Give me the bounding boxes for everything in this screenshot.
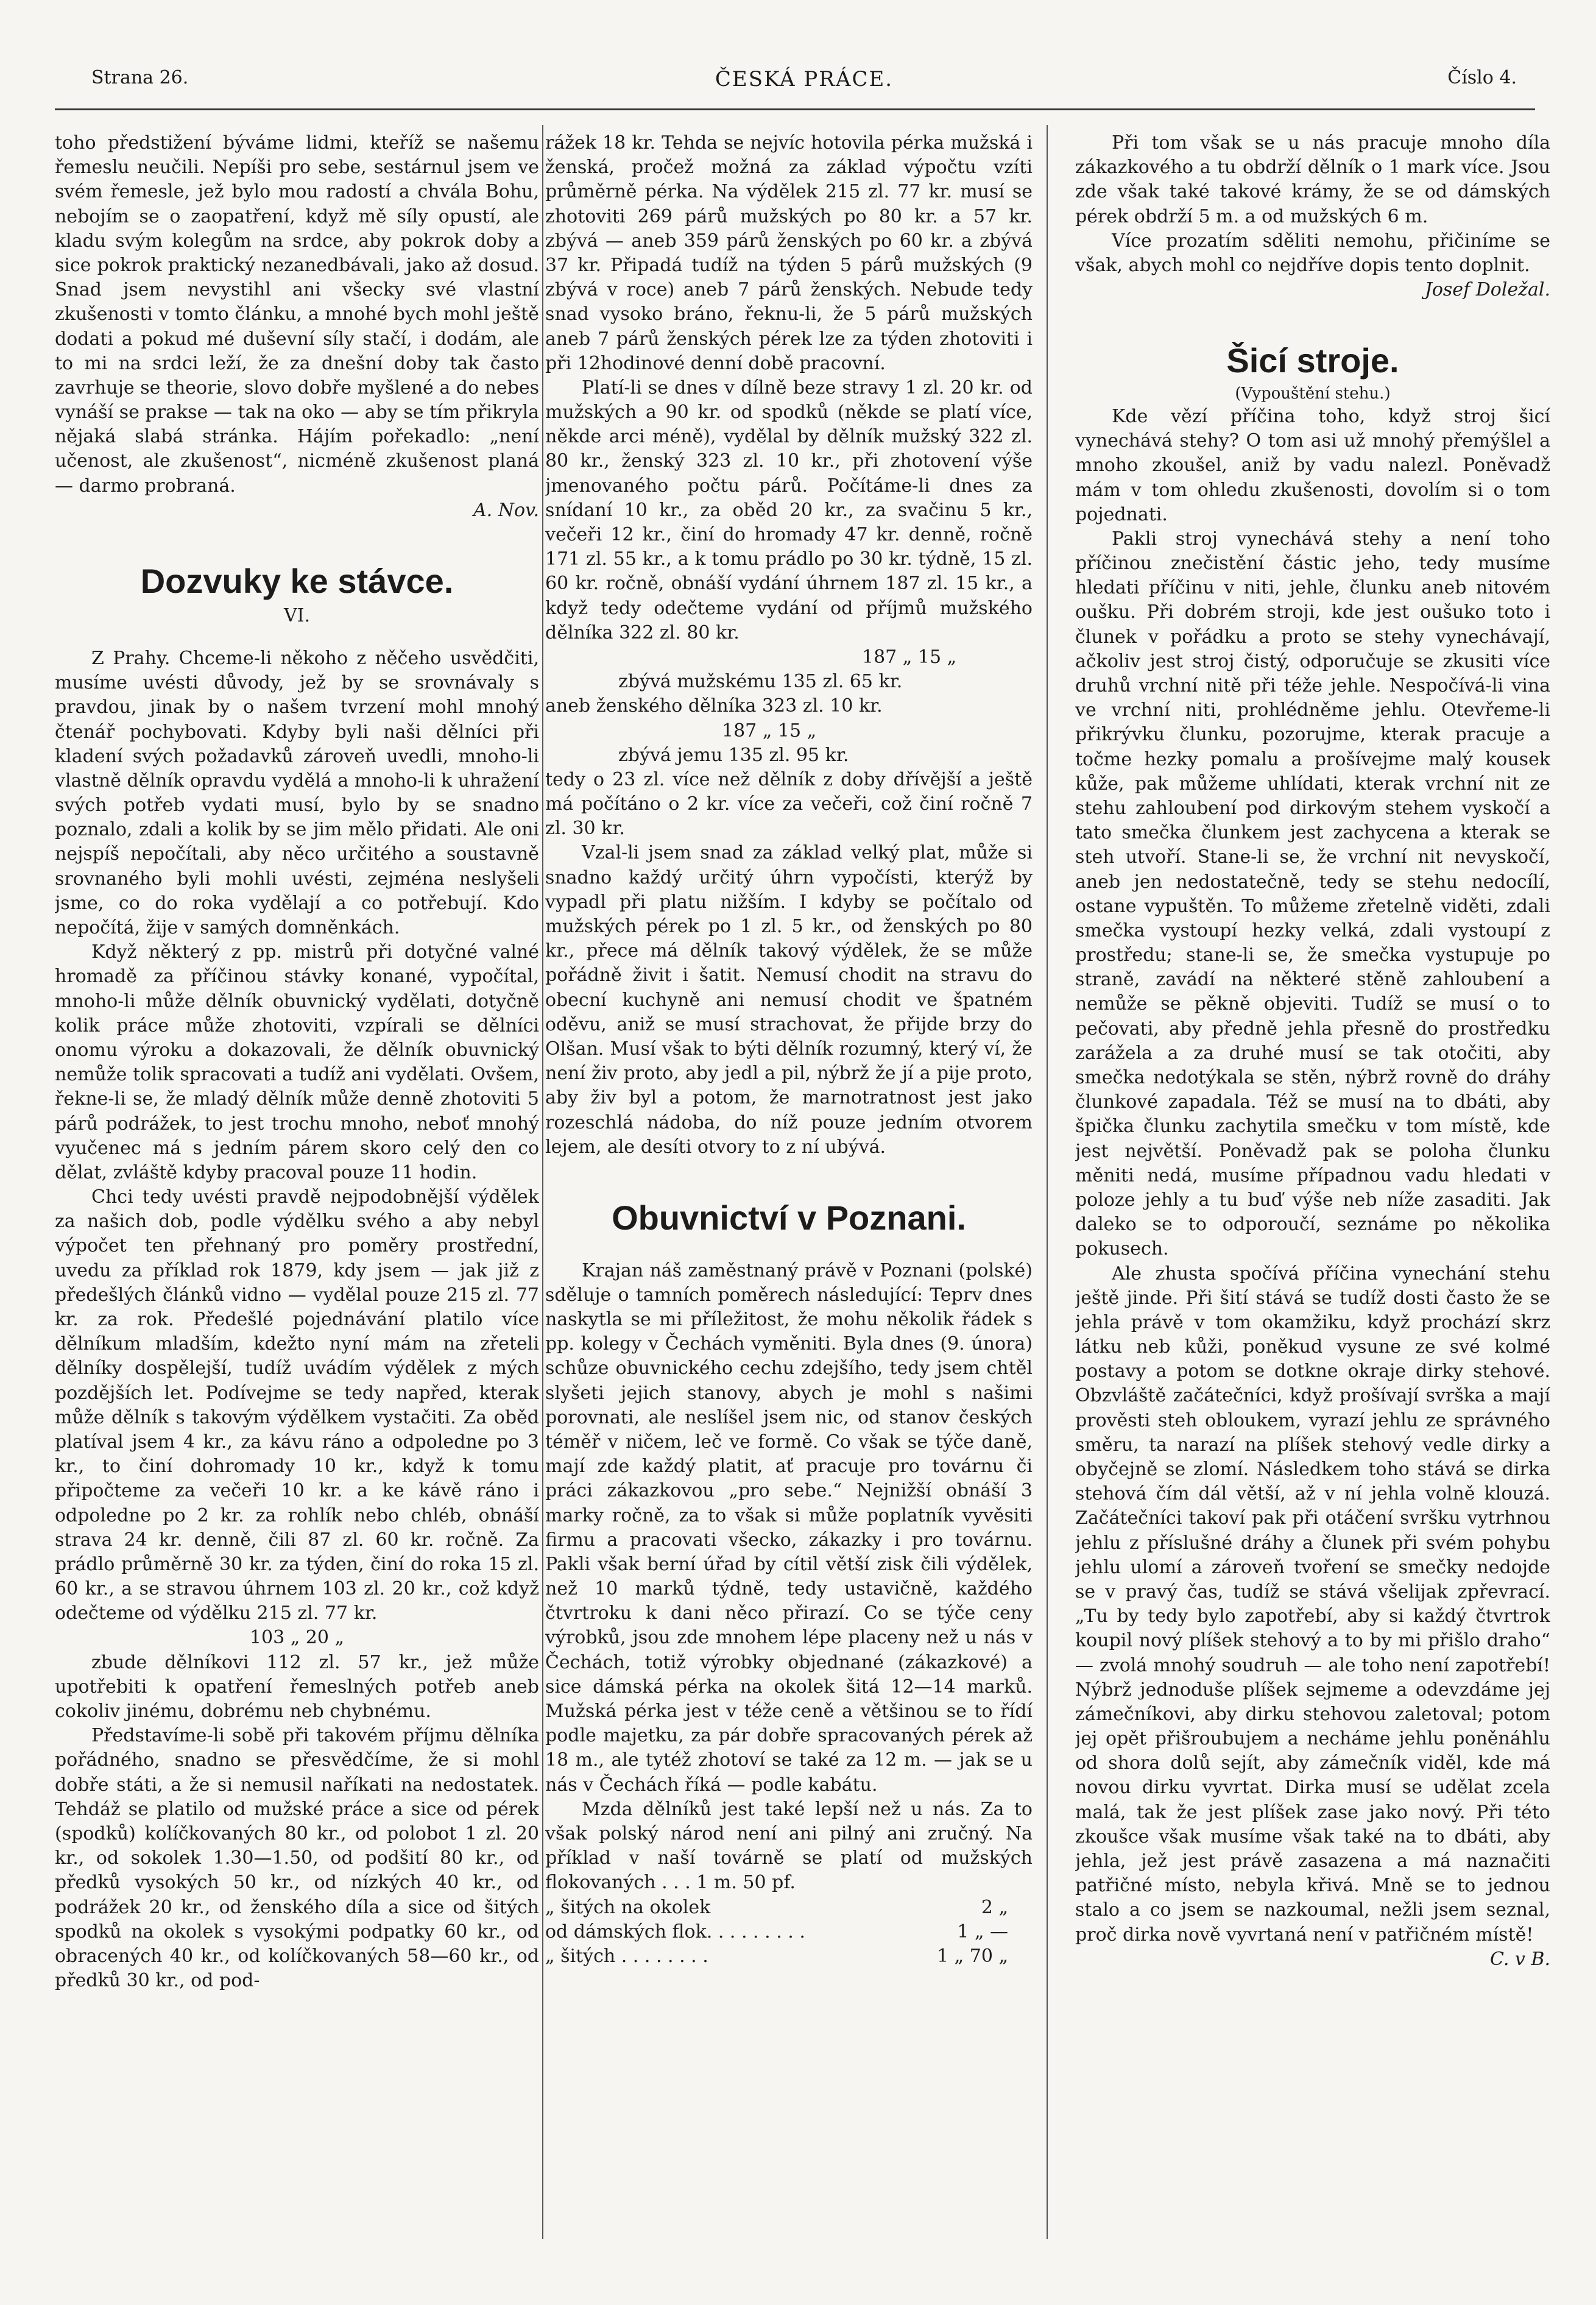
table-row (545, 1920, 1033, 1944)
page-header (91, 67, 1517, 104)
calculation-line: zbývá jemu 135 zl. 95 kr. (618, 744, 849, 766)
article-paragraph: Při tom však se u nás pracuje mnoho díla zákazkového a tu obdrží dělník o 1 mark více. Jsou zde však také takové krámy, že se od dámských pérek obdrží 5 m. a od mužských 6 m. (1075, 132, 1550, 227)
author-signature: C. v B. (1489, 1948, 1550, 1970)
section-number: VI. (283, 604, 311, 626)
article-paragraph: Krajan náš zaměstnaný právě v Poznani (polské) sděluje o tamních poměrech následující: Teprv dnes naskytla se mi příležitost, že mohu několik řádek s pp. kolegy v Čechách vyměniti. Byla dnes (9. února) schůze obuvnického cechu zdejšího, tedy jsem chtěl slyšeti jejich stanovy, abych je mohl s našimi porovnati, ale neslíšel jsem nic, od stanov českých téměř v ničem, leč ve formě. Co však se týče daně, mají zde každý platit, ať pracuje pro továrnu či práci zákazkovou „pro sebe.“ Nejnižší obnáší 3 marky ročně, za to však si může poplatník vyvěsiti firmu a pracovati všecko, zákazky i pro továrnu. Pakli však berní úřad by cítil větší zisk čili výdělek, než 10 marků týdně, tedy ustavičně, každého čtvrtroku k dani něco přirazí. Co se týče ceny výrobků, jsou zde mnohem lépe placeny než u nás v Čechách, totiž výrobky objednané (zákazkové) a sice dámská pérka na okolek šitá 12—14 marků. Mužská pérka jest v téže ceně a většinou se to řídí podle majetku, za pár dobře spracovaných pérek až 18 m., ale tytéž zhotoví se také za 12 m. — jak se u nás v Čechách říká — podle kabátu. (545, 1259, 1033, 1796)
table-row (545, 1944, 1033, 1969)
author-signature: Josef Doležal. (1424, 279, 1550, 301)
column-3 (1075, 131, 1550, 2251)
calculation-line: 187 „ 15 „ (862, 646, 957, 668)
author-signature: A. Nov. (473, 499, 539, 521)
column-1 (55, 131, 539, 2251)
article-paragraph: Pakli stroj vynechává stehy a není toho příčinou znečistění částic jeho, tedy musíme hledati příčinu v niti, jehle, člunku aneb nitovém oušku. Při dobrém stroji, kde jest oušuko toto i člunek v pořádku a proto se stehy vynechávají, ačkoliv jest stroj čistý, odporučuje se zkusiti více druhů vrchní nitě při téže jehle. Nespočívá-li vina ve vrchní niti, prohlédněme jehlu. Otevřeme-li přikrývku člunku, pozorujme, kterak pracuje a točme hezky pomalu a prošívejme malý kousek kůže, pak můžeme uhlídati, kterak vrchní nit ze stehu zahloubení pod dirkovým stehem vyskočí a tato smečka člunkem jest zachycena a kterak se steh utvoří. Stane-li se, že vrchní nit nevyskočí, aneb jen nedostatečně, tedy se stehu nedocílí, ostane vypuštěn. To můžeme zřetelně viděti, zdali smečka vystoupí hezky velká, zdali vystoupí z prostředu; stane-li se, že smečka vystupuje po straně, zavádí na některé stěně zahloubení a nemůže se pěkně objeviti. Tudíž se musí o to pečovati, aby předně jehla přesně do prostředku zarážela a za druhé musí se tak otočiti, aby smečka nedotýkala se stěn, nýbrž rovně do dráhy člunkové zapadala. Též se musí na to dbáti, aby špička člunku zachytila smečku v tom místě, kde jest největší. Poněvadž pak se poloha člunku měniti nedá, musíme případnou vadu hledati v poloze jehly a tu buď výše neb níže zasaditi. Jak daleko se to odporoučí, seznáme po několika pokusech. (1075, 528, 1550, 1260)
page-number: Strana 26. (91, 67, 189, 88)
article-paragraph: Z Prahy. Chceme-li někoho z něčeho usvědčiti, musíme uvésti důvody, jež by se srovnávaly s pravdou, jinak by o našem tvrzení mohl mnohý čtenář pochybovati. Kdyby byli naši dělníci při kladení svých požadavků zároveň uvedli, mnoho-li vlastně dělník opravdu vydělá a mnoho-li k uhražení svých potřeb vydati musí, bylo by se snadno poznalo, zdali a kolik by se jim mělo přidati. Ale oni nejspíš nepočítali, aby něco určitého a soustavně srovnaného byli mohli uvésti, zejména neslyšeli jsme, co do roka vydělají a co potřebují. Kdo nepočítá, žije v samých domněnkách. (55, 647, 539, 939)
article-paragraph: Kde vězí příčina toho, když stroj šicí vynechává stehy? O tom asi už mnohý přemýšlel a mnoho zkoušel, aniž by vadu nalezl. Poněvadž mám v tom ohledu zkušenosti, dovolím si o tom pojednati. (1075, 405, 1550, 525)
calculation-line: 103 „ 20 „ (249, 1627, 345, 1649)
article-paragraph: Představíme-li sobě při takovém příjmu dělníka pořádného, snadno se přesvědčíme, že si mohl dobře státi, a že si nemusil naříkati na nedostatek. Tehdáž se platilo od mužské práce a sice od pérek (spodků) kolíčkovaných 80 kr., od polobot 1 zl. 20 kr., od sokolek 1.30—1.50, od podšití 80 kr., od předků vysokých 50 kr., od nízkých 40 kr., od podrážek 20 kr., od ženského díla a sice od šitých spodků na okolek s vysokými podpatky 60 kr., od obracených 40 kr., od kolíčkovaných 58—60 kr., od předků 30 kr., od pod- (55, 1725, 539, 1992)
article-paragraph: Chci tedy uvésti pravdě nejpodobnější výdělek za našich dob, podle výdělku svého a aby nebyl výpočet ten přehnaný pro poměry prostřední, uvedu za příklad rok 1879, kdy jsem — jak již z předešlých článků vidno — vydělal pouze 215 zl. 77 kr. za rok. Předešlé pojednávání platilo více dělníkum mladším, kdežto nyní mám na zřeteli dělníky dospělejší, tudíž uvádím výdělek z mých pozdějších let. Podívejme se tedy napřed, kterak může dělník s takovým výdělkem vystačiti. Za oběd platíval jsem 4 kr., za kávu ráno a odpoledne po 3 kr., to činí dohromady 10 kr., když k tomu připočteme za večeři 10 kr. a ke kávě ráno i odpoledne po 2 kr. za rohlík nebo chléb, obnáší strava 24 kr. denně, čili 87 zl. 60 kr. ročně. Za prádlo průměrně 30 kr. za týden, činí do roka 15 zl. 60 kr., a se stravou úhrnem 103 zl. 20 kr., což když odečteme od výdělku 215 zl. 77 kr. (55, 1186, 539, 1624)
column-2 (545, 131, 1033, 2251)
article-paragraph: Když některý z pp. mistrů při dotyčné valné hromadě za příčinou stávky konané, vypočítal, mnoho-li může dělník obuvnický vydělati, dotyčně kolik práce může zhotoviti, vzpírali se dělníci onomu výroku a dokazovali, že dělník obuvnický nemůže tolik spracovati a tudíž ani vydělati. Ovšem, řekne-li se, že mladý dělník může denně zhotoviti 5 párů podrážek, to jest trochu mnoho, neboť mnohý vyučenec má s jedním párem skoro celý den co dělat, zvláště kdyby pracoval pouze 11 hodin. (55, 941, 539, 1183)
table-row (545, 1896, 1033, 1920)
journal-title: ČESKÁ PRÁCE. (715, 67, 894, 91)
article-paragraph: Mzda dělníků jest také lepší než u nás. Za to však polský národ není ani pilný ani zručný. Na příklad v naší továrně se platí od mužských flokovaných . . . 1 m. 50 pf. (545, 1798, 1033, 1894)
calculation-line: 187 „ 15 „ (722, 720, 817, 742)
issue-number: Číslo 4. (1447, 67, 1517, 88)
article-paragraph: toho předstižení býváme lidmi, kteříž se našemu řemeslu neučili. Nepíši pro sebe, sestárnul jsem ve svém řemesle, jež bylo mou radostí a chvála Bohu, nebojím se o zaopatření, když mě síly opustí, ale kladu svým kolegům na srdce, aby pokrok doby a sice pokrok praktický nezanedbávali, jako až dosud. Snad jsem nevystihl ani všecky své vlastní zkušenosti v tomto článku, a mnohé bych mohl ještě dodati a pokud mé duševní síly stačí, i dodám, ale to mi na srdci leží, že za dnešní doby tak často zavrhuje se theorie, slovo dobře myšlené a do nebes vynáší se prakse — tak na oko — aby se tím přikryla nějaká slabá stránka. Hájím pořekadlo: „není učenost, ale zkušenost“, nicméně zkušenost planá — darmo probraná. (55, 132, 539, 497)
table-value: 2 „ (981, 1896, 1008, 1918)
wage-table (545, 1896, 1033, 1969)
article-paragraph: rážek 18 kr. Tehda se nejvíc hotovila pérka mužská i ženská, pročež možná za základ výpočtu vzíti průměrně pérka. Na výdělek 215 zl. 77 kr. musí se zhotoviti 269 párů mužských po 80 kr. a 57 kr. zbývá — aneb 359 párů ženských po 60 kr. a zbývá 37 kr. Připadá tudíž na týden 5 párů mužských (9 zbývá v roce) aneb 7 párů ženských. Nebude tedy snad vysoko bráno, řeknu-li, že 5 párů mužských aneb 7 párů ženských pérek lze za týden zhotoviti i při 12hodinové denní době pracovní. (545, 132, 1033, 374)
article-paragraph: Více prozatím sděliti nemohu, přičiníme se však, abych mohl co nejdříve dopis tento doplnit. (1075, 230, 1550, 276)
table-label: „ šitých . . . . . . . . (545, 1945, 708, 1967)
section-heading: Dozvuky ke stávce. (140, 562, 454, 600)
article-paragraph: Vzal-li jsem snad za základ velký plat, může si snadno každý určitý úhrn vypočísti, kterýž by vypadl při platu nižším. I kdyby se počítalo od mužských pérek po 1 zl. 5 kr., od ženských po 80 kr., přece má dělník takový výdělek, že se může pořádně živit i šatit. Nemusí chodit na stravu do obecní kuchyně ani nemusí chodit ve špatném oděvu, aniž se musí strachovat, že přijde brzy do Olšan. Musí však to býti dělník rozumný, který ví, že není živ proto, aby jedl a pil, nýbrž že jí a pije proto, aby živ byl a potom, že marnotratnost jest jako rozeschlá nádoba, do níž pouze jedním otvorem lejem, ale desíti otvory to z ní ubývá. (545, 842, 1033, 1158)
column-divider (542, 125, 543, 2239)
calculation-line: aneb ženského dělníka 323 zl. 10 kr. (545, 695, 883, 717)
article-paragraph: zbude dělníkovi 112 zl. 57 kr., jež může upotřebiti k opatření řemeslných potřeb aneb cokoliv jinému, dobrému neb chybnému. (55, 1651, 539, 1723)
table-label: „ šitých na okolek (545, 1896, 711, 1918)
article-paragraph: Platí-li se dnes v dílně beze stravy 1 zl. 20 kr. od mužských a 90 kr. od spodků (někde se platí více, někde arci méně), vydělal by dělník mužský 322 zl. 80 kr., ženský 323 zl. 10 kr., při zhotovení výše jmenovaného počtu párů. Počítáme-li dnes za snídaní 10 kr., za oběd 20 kr., za svačinu 5 kr., večeři 12 kr., činí do hromady 47 kr. denně, ročně 171 zl. 55 kr., a k tomu prádlo po 30 kr. týdně, 15 zl. 60 kr. ročně, obnáší vydání úhrnem 187 zl. 15 kr., a když tedy odečteme vydání od příjmů mužského dělníka 322 zl. 80 kr. (545, 377, 1033, 643)
section-subtitle: (Vypouštění stehu.) (1235, 384, 1391, 403)
table-value: 1 „ — (957, 1921, 1008, 1942)
article-paragraph: Ale zhusta spočívá příčina vynechání stehu ještě jinde. Při šití stává se tudíž dosti často že se jehla právě v tom okamžiku, když prochází skrz látku neb kůži, poněkud vysune ze své kolmé postavy a potom se dotkne okraje dirky stehové. Obzvláště začátečníci, když prošívají svrška a mají prověsti steh obloukem, vyrazí jehlu ze správného směru, ta narazí na plíšek stehový vedle dirky a obyčejně se zlomí. Následkem toho stává se dirka stehová čím dál větší, až v ní jehla volně klouzá. Začátečníci takoví pak při otáčení svršku vytrhnou jehlu z příslušné dráhy a člunek při svém pohybu jehlu ulomí a zároveň tvoření se smečky nedojde se v pravý čas, tudíž se stává všelijak zpřevrací. „Tu by tedy bylo zapotřebí, aby si každý čtvrtrok koupil nový plíšek stehový a to by mi přišlo draho“ — zvolá mnohý soudruh — ale toho není zapotřebí! Nýbrž jednoduše plíšek sejmeme a odevzdáme jej zámečníkovi, aby dirku stehovou zaletoval; potom jej opět přišroubujem a necháme jehlu poněnáhlu od shora dolů sejít, aby zámečník viděl, kde má novou dirku vyvrtat. Dirka musí se udělat zcela malá, tak že jest plíšek zase jako nový. Při této zkoušce však musíme však také na to dbáti, aby jehla, jež jest právě zasazena a má naznačiti patřičné místo, nebyla křivá. Mně se to jednou stalo a co jsem se nazkoumal, nežli jsem seznal, proč dirka nově vyvrtaná není v patřičném místě! (1075, 1262, 1550, 1946)
section-heading: Obuvnictví v Poznani. (612, 1198, 966, 1237)
column-divider (1047, 125, 1048, 2239)
section-heading: Šicí stroje. (1226, 341, 1399, 380)
header-rule (55, 108, 1535, 110)
table-value: 1 „ 70 „ (937, 1945, 1008, 1967)
calculation-line: zbývá mužskému 135 zl. 65 kr. (618, 671, 903, 693)
article-paragraph: tedy o 23 zl. více než dělník z doby dřívější a ještě má počítáno o 2 kr. více za večeři, což činí ročně 7 zl. 30 kr. (545, 768, 1033, 840)
table-label: od dámských flok. . . . . . . . . (545, 1921, 805, 1942)
